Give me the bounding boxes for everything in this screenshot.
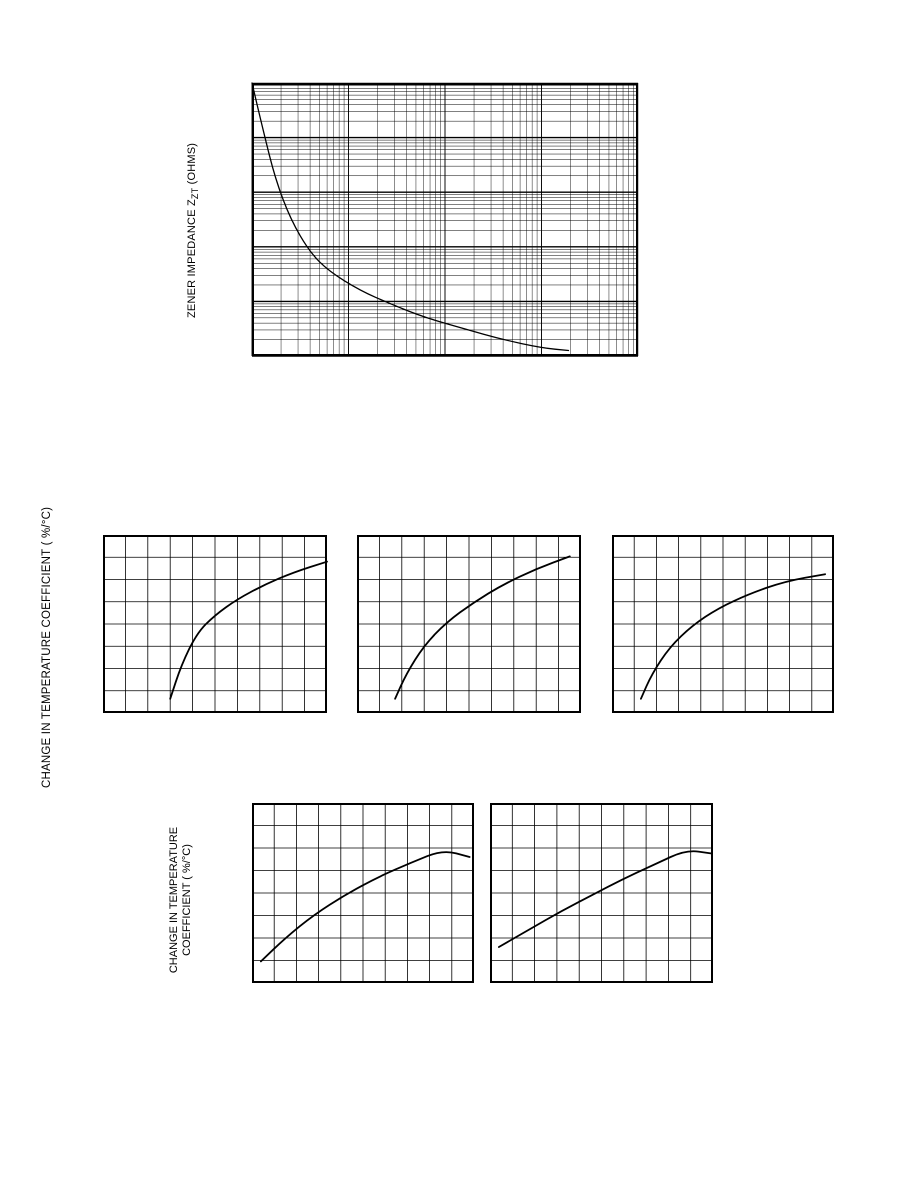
- tc-chart-4: [252, 803, 474, 983]
- tc-chart-5: [490, 803, 713, 983]
- zener-ylabel: [186, 143, 200, 318]
- tc-chart-2: [357, 535, 581, 713]
- tc-3-grid: [612, 535, 834, 713]
- zener-ylabel-unit: (OHMS): [186, 142, 198, 188]
- tc-bottom-ylabel: [168, 820, 194, 980]
- zener-ylabel-sub: ZT: [190, 187, 201, 200]
- zener-impedance-grid: [252, 83, 638, 356]
- tc-5-grid: [490, 803, 713, 983]
- tc-row-ylabel-text: CHANGE IN TEMPERATURE COEFFICIENT ( %/°C): [41, 506, 53, 788]
- tc-5-svg: [490, 803, 713, 983]
- tc-chart-3: [612, 535, 834, 713]
- tc-1-svg: [103, 535, 327, 713]
- zener-ylabel-main: ZENER IMPEDANCE Z: [186, 199, 198, 318]
- tc-1-grid: [103, 535, 327, 713]
- tc-3-svg: [612, 535, 834, 713]
- zener-impedance-chart: [252, 83, 638, 356]
- tc-5-series-line: [499, 851, 711, 947]
- tc-2-series-line: [395, 556, 570, 698]
- zener-impedance-svg: [252, 83, 638, 356]
- tc-4-svg: [252, 803, 474, 983]
- tc-row-ylabel: [41, 507, 53, 788]
- tc-bottom-ylabel-line1: CHANGE IN TEMPERATURE: [168, 826, 180, 974]
- zener-impedance-series-line: [252, 83, 569, 351]
- tc-1-series-line: [170, 562, 327, 699]
- tc-4-series-line: [261, 852, 470, 961]
- tc-4-grid: [252, 803, 474, 983]
- tc-3-series-line: [641, 574, 825, 699]
- tc-bottom-ylabel-line2: COEFFICIENT ( %/°C): [181, 844, 193, 956]
- tc-2-svg: [357, 535, 581, 713]
- tc-chart-1: [103, 535, 327, 713]
- tc-2-grid: [357, 535, 581, 713]
